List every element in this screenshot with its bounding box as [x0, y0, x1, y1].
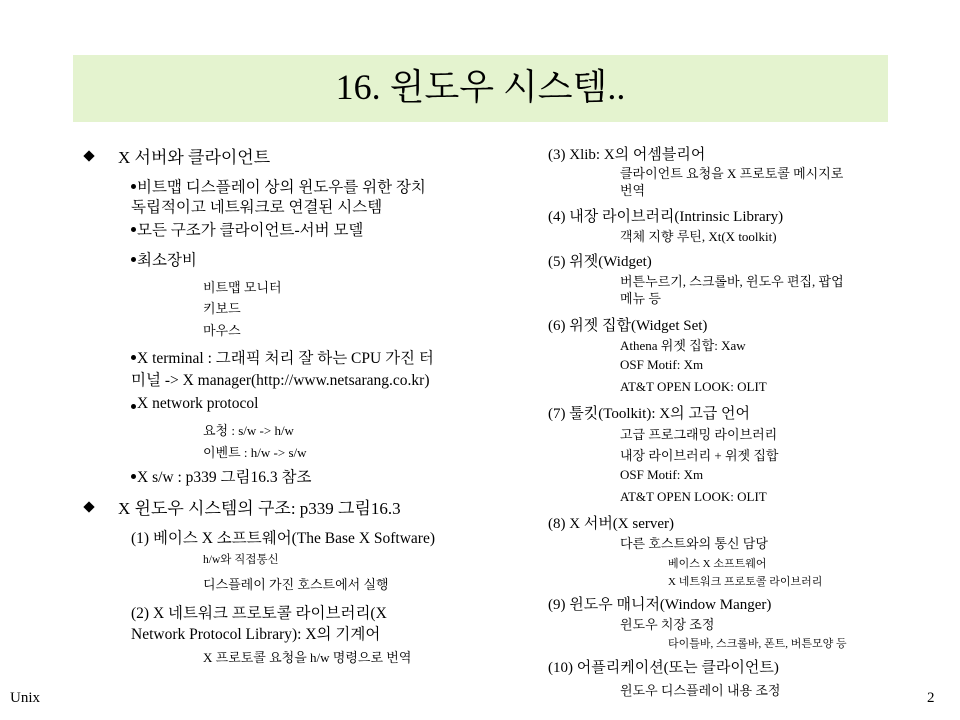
sub-item: 다른 호스트와의 통신 담당 — [620, 536, 768, 551]
slide-title: 16. 윈도우 시스템.. — [335, 67, 626, 107]
list-item: (10) 어플리케이션(또는 클라이언트) — [548, 660, 779, 676]
sub-item: OSF Motif: Xm — [620, 357, 704, 372]
section-heading: X 서버와 클라이언트 — [118, 148, 271, 167]
sub-sub-item: X 네트워크 프로토콜 라이브러리 — [668, 576, 823, 588]
list-item: (6) 위젯 집합(Widget Set) — [548, 318, 708, 334]
list-item: (1) 베이스 X 소프트웨어(The Base X Software) — [131, 530, 435, 547]
sub-item: AT&T OPEN LOOK: OLIT — [620, 489, 767, 504]
sub-item: 번역 — [620, 183, 646, 198]
sub-item: 클라이언트 요청을 X 프로토콜 메시지로 — [620, 166, 844, 181]
bullet-dot-icon — [131, 184, 136, 189]
sub-item: OSF Motif: Xm — [620, 467, 704, 482]
page-number: 2 — [927, 690, 935, 706]
bullet-text: X network protocol — [137, 395, 259, 412]
sub-item: 고급 프로그래밍 라이브러리 — [620, 427, 778, 442]
list-item: (9) 윈도우 매니저(Window Manger) — [548, 597, 772, 613]
bullet-dot-icon — [131, 355, 136, 360]
list-item: (5) 위젯(Widget) — [548, 254, 652, 270]
sub-item: 메뉴 등 — [620, 291, 661, 306]
diamond-bullet-icon — [83, 501, 94, 512]
bullet-dot-icon — [131, 404, 136, 409]
sub-item: 내장 라이브러리 + 위젯 집합 — [620, 448, 779, 463]
bullet-text: 미널 -> X manager(http://www.netsarang.co.kr) — [131, 372, 430, 389]
bullet-text: X terminal : 그래픽 처리 잘 하는 CPU 가진 터 — [137, 350, 434, 367]
bullet-dot-icon — [131, 257, 136, 262]
sub-item: 마우스 — [203, 323, 241, 338]
sub-item: 비트맵 모니터 — [203, 280, 282, 295]
sub-item: 윈도우 디스플레이 내용 조정 — [620, 683, 781, 698]
title-bar — [73, 55, 888, 122]
sub-item: 버튼누르기, 스크롤바, 윈도우 편집, 팝업 — [620, 274, 844, 289]
diamond-bullet-icon — [83, 150, 94, 161]
bullet-text: 독립적이고 네트워크로 연결된 시스템 — [131, 199, 383, 216]
bullet-dot-icon — [131, 474, 136, 479]
sub-item: 키보드 — [203, 301, 241, 316]
sub-item: 객체 지향 루틴, Xt(X toolkit) — [620, 229, 777, 244]
sub-sub-item: 베이스 X 소프트웨어 — [668, 558, 767, 570]
sub-item: 디스플레이 가진 호스트에서 실행 — [203, 577, 389, 592]
sub-item: h/w와 직접통신 — [203, 554, 279, 566]
bullet-text: 모든 구조가 클라이언트-서버 모델 — [137, 222, 364, 239]
sub-item: AT&T OPEN LOOK: OLIT — [620, 379, 767, 394]
list-item: (2) X 네트워크 프로토콜 라이브러리(X — [131, 605, 387, 622]
list-item: Network Protocol Library): X의 기계어 — [131, 626, 381, 643]
sub-item: 이벤트 : h/w -> s/w — [203, 445, 307, 460]
bullet-dot-icon — [131, 227, 136, 232]
bullet-text: X s/w : p339 그림16.3 참조 — [137, 469, 312, 486]
list-item: (7) 툴킷(Toolkit): X의 고급 언어 — [548, 406, 751, 422]
sub-item: Athena 위젯 집합: Xaw — [620, 338, 746, 353]
list-item: (4) 내장 라이브러리(Intrinsic Library) — [548, 209, 784, 225]
footer-label: Unix — [10, 690, 40, 706]
list-item: (3) Xlib: X의 어셈블리어 — [548, 147, 706, 163]
sub-sub-item: 타이틀바, 스크롤바, 폰트, 버튼모양 등 — [668, 638, 847, 650]
section-heading: X 윈도우 시스템의 구조: p339 그림16.3 — [118, 499, 401, 518]
sub-item: 요청 : s/w -> h/w — [203, 423, 294, 438]
sub-item: 윈도우 치장 조정 — [620, 617, 715, 632]
bullet-text: 비트맵 디스플레이 상의 윈도우를 위한 장치 — [137, 179, 426, 196]
list-item: (8) X 서버(X server) — [548, 516, 675, 532]
bullet-text: 최소장비 — [137, 252, 197, 269]
sub-item: X 프로토콜 요청을 h/w 명령으로 번역 — [203, 650, 412, 665]
